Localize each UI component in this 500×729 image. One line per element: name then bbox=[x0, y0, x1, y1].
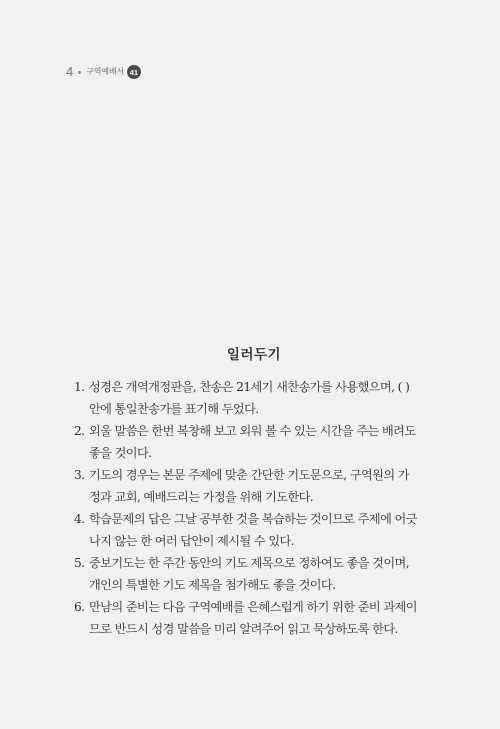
note-item bbox=[74, 508, 436, 552]
note-item bbox=[74, 376, 436, 420]
running-header bbox=[66, 64, 141, 80]
note-item bbox=[74, 464, 436, 508]
note-line: 좋을 것이다. bbox=[89, 446, 152, 460]
volume-badge: 41 bbox=[127, 65, 141, 79]
note-line: 기도의 경우는 본문 주제에 맞춘 간단한 기도문으로, 구역원의 가 bbox=[89, 468, 409, 482]
separator-dot-icon bbox=[78, 71, 81, 74]
page-number: 4 bbox=[66, 64, 74, 79]
note-line: 므로 반드시 성경 말씀을 미리 알려주어 읽고 묵상하도록 한다. bbox=[89, 622, 398, 636]
note-number: 1. bbox=[74, 380, 85, 394]
note-line: 정과 교회, 예배드리는 가정을 위해 기도한다. bbox=[89, 490, 314, 504]
note-line: 만남의 준비는 다음 구역예배를 은혜스럽게 하기 위한 준비 과제이 bbox=[89, 600, 417, 614]
note-line: 학습문제의 답은 그날 공부한 것을 복습하는 것이므로 주제에 어긋 bbox=[89, 512, 417, 526]
note-number: 5. bbox=[74, 556, 85, 570]
section-title: 일러두기 bbox=[226, 347, 282, 363]
notes-list bbox=[74, 376, 436, 640]
note-number: 4. bbox=[74, 512, 85, 526]
book-title: 구역예배서 bbox=[86, 67, 124, 76]
note-line: 외울 말씀은 한번 복창해 보고 외워 볼 수 있는 시간을 주는 배려도 bbox=[89, 424, 416, 438]
note-line: 안에 통일찬송가를 표기해 두었다. bbox=[89, 402, 259, 416]
note-line: 성경은 개역개정판을, 찬송은 21세기 새찬송가를 사용했으며, ( ) bbox=[89, 380, 410, 394]
note-item bbox=[74, 552, 436, 596]
note-number: 3. bbox=[74, 468, 85, 482]
note-number: 6. bbox=[74, 600, 85, 614]
note-number: 2. bbox=[74, 424, 85, 438]
note-line: 나지 않는 한 여러 답안이 제시될 수 있다. bbox=[89, 534, 294, 548]
note-item bbox=[74, 420, 436, 464]
note-line: 중보기도는 한 주간 동안의 기도 제목으로 정하여도 좋을 것이며, bbox=[89, 556, 409, 570]
note-line: 개인의 특별한 기도 제목을 첨가해도 좋을 것이다. bbox=[89, 578, 336, 592]
note-item bbox=[74, 596, 436, 640]
